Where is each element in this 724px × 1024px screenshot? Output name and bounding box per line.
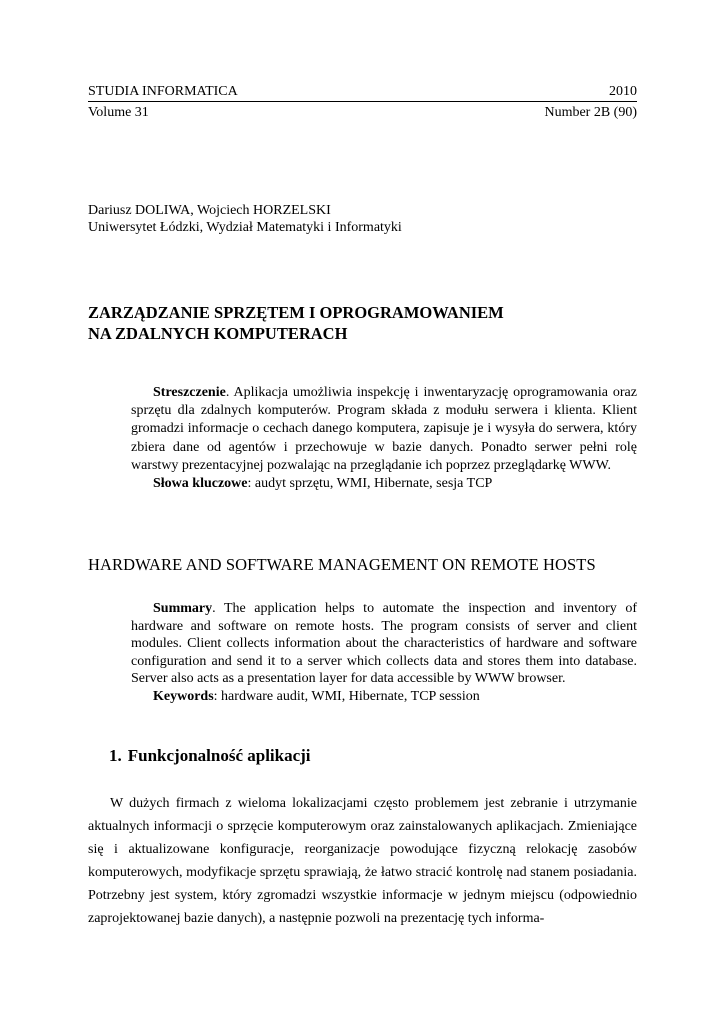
keywords-polish-text: : audyt sprzętu, WMI, Hibernate, sesja TCP <box>247 476 493 492</box>
paper-title <box>88 302 504 344</box>
journal-year: 2010 <box>609 84 637 99</box>
abstract-polish-text: . Aplikacja umożliwia inspekcję i inwentaryzację oprogramowania oraz sprzętu dla zdalnych komputerów. Program składa z modułu serwera i klienta. Klient gromadzi informacje o cechach danego komputera, zapisuje je i wysyła do serwera, który zbiera dane od agentów i przechowuje w bazie danych. Ponadto serwer pełni rolę warstwy prezentacyjnej pozwalając na przeglądanie ich poprzez przeglądarkę WWW. <box>131 385 637 473</box>
keywords-polish-label: Słowa kluczowe <box>153 476 248 492</box>
running-header-bottom <box>88 104 637 121</box>
author-block <box>88 202 402 236</box>
header-rule <box>88 101 637 102</box>
journal-number: Number 2B (90) <box>544 105 637 120</box>
abstract-english <box>131 600 637 706</box>
author-names: Dariusz DOLIWA, Wojciech HORZELSKI <box>88 203 331 218</box>
english-title: HARDWARE AND SOFTWARE MANAGEMENT ON REMOTE HOSTS <box>88 555 596 574</box>
abstract-polish-label: Streszczenie <box>153 385 226 400</box>
journal-volume: Volume 31 <box>88 105 149 120</box>
abstract-polish <box>131 384 637 493</box>
body-paragraph: W dużych firmach z wieloma lokalizacjami często problemem jest zebranie i utrzymanie aktualnych informacji o sprzęcie komputerowym oraz zainstalowanych aplikacjach. Zmieniające się i aktualizowane konfiguracje, reorganizacje powodujące fizyczną relokację zasobów komputerowych, modyfikacje sprzętu sprawiają, że łatwo stracić kontrolę nad stanem posiadania. Potrzebny jest system, który zgromadzi wszystkie informacje w jednym miejscu (odpowiednio zaprojektowanej bazie danych), a następnie pozwoli na prezentację tych informa- <box>88 796 637 926</box>
abstract-polish-paragraph <box>131 384 637 475</box>
abstract-english-paragraph <box>131 600 637 688</box>
section-number: 1. <box>109 746 122 765</box>
keywords-polish <box>131 475 637 493</box>
author-affiliation: Uniwersytet Łódzki, Wydział Matematyki i Informatyki <box>88 220 402 235</box>
keywords-english <box>131 688 637 706</box>
abstract-english-text: . The application helps to automate the inspection and inventory of hardware and software on remote hosts. The program consists of server and client modules. Client collects information about the characteristics of hardware and software configuration and send it to a server which collects data and stores them into database. Server also acts as a presentation layer for data accessible by WWW browser. <box>131 601 637 687</box>
running-header-top <box>88 83 637 100</box>
paper-title-line-1: ZARZĄDZANIE SPRZĘTEM I OPROGRAMOWANIEM <box>88 303 504 322</box>
section-title: Funkcjonalność aplikacji <box>127 746 311 765</box>
keywords-english-label: Keywords <box>153 688 214 704</box>
abstract-english-label: Summary <box>153 601 213 616</box>
section-heading <box>109 745 311 766</box>
paper-title-line-2: NA ZDALNYCH KOMPUTERACH <box>88 324 348 343</box>
body-text <box>88 792 637 930</box>
keywords-english-text: : hardware audit, WMI, Hibernate, TCP session <box>213 688 480 704</box>
journal-name: STUDIA INFORMATICA <box>88 84 238 99</box>
